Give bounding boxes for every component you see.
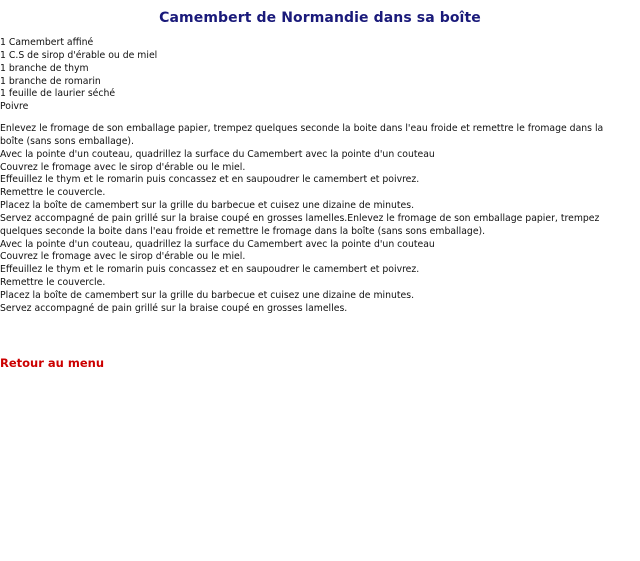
back-to-menu-link[interactable]: Retour au menu [0,356,105,370]
page-title: Camembert de Normandie dans sa boîte [159,10,481,26]
ingredient-item: Poivre [0,101,29,113]
ingredient-item: 1 branche de thym [0,62,89,74]
ingredient-item: 1 feuille de laurier séché [0,88,116,100]
ingredient-item: 1 Camembert affiné [0,37,94,48]
instructions-text: Enlevez le fromage de son emballage papier, trempez quelques seconde la boite dans l'eau froide et remettre le fromage dans la boîte (sans sons emballage). Avec la pointe d'un couteau, quadrillez la surface du Camembert avec la pointe d'un couteau Couvrez le fromage avec le sirop d'érable ou le miel. Effeuillez le thym et le romarin puis concassez et en saupoudrer le camembert et poivrez. Remettre le couvercle. Placez la boîte de camembert sur la grille du barbecue et cuisez une dizaine de minutes. Servez accompagné de pain grillé sur la braise coupé en grosses lamelles.Enlevez le fromage de son emballage papier, trempez quelques seconde la boite dans l'eau froide et remettre le fromage dans la boîte (sans sons emballage). Avec la pointe d'un couteau, quadrillez la surface du Camembert avec la pointe d'un couteau Couvrez le fromage avec le sirop d'érable ou le miel. Effeuillez le thym et le romarin puis concassez et en saupoudrer le camembert et poivrez. Remettre le couvercle. Placez la boîte de camembert sur la grille du barbecue et cuisez une dizaine de minutes. Servez accompagné de pain grillé sur la braise coupé en grosses lamelles. [0,123,604,314]
ingredient-list [0,37,157,114]
ingredient-item: 1 branche de romarin [0,75,101,87]
ingredient-item: 1 C.S de sirop d'érable ou de miel [0,49,158,61]
